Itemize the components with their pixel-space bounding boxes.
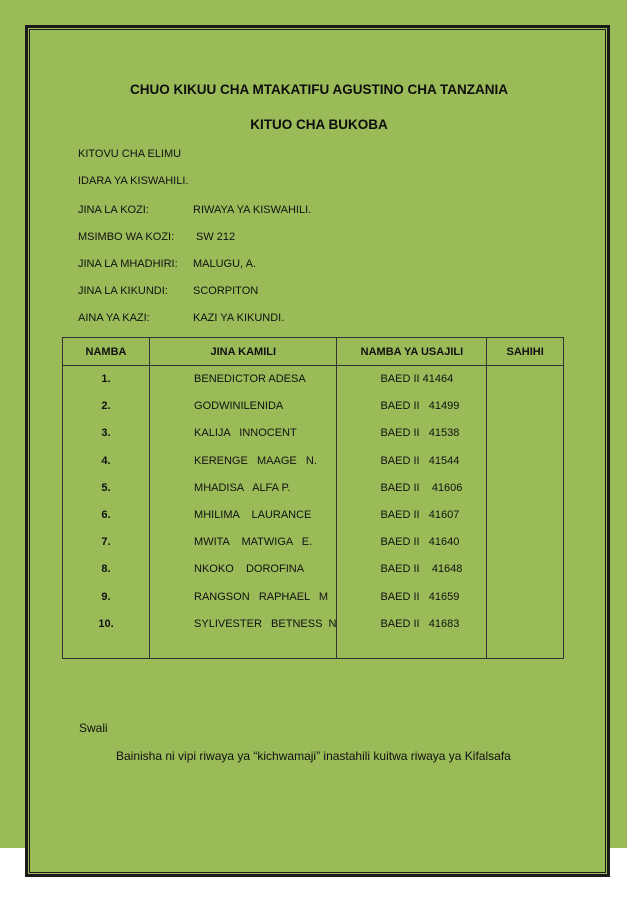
info-value: SCORPITON <box>193 285 259 297</box>
info-label: AINA YA KAZI: <box>78 312 150 324</box>
row-number: 4. <box>101 454 111 467</box>
info-label: MSIMBO WA KOZI: <box>78 231 175 243</box>
info-value: KAZI YA KIKUNDI. <box>193 312 285 324</box>
header-namba: NAMBA <box>63 338 150 366</box>
info-value: RIWAYA YA KISWAHILI. <box>193 204 312 216</box>
info-row-work-type <box>78 312 284 324</box>
members-table <box>62 337 564 659</box>
row-number: 2. <box>101 400 111 413</box>
campus-title: KITUO CHA BUKOBA <box>250 117 388 132</box>
signature-cell <box>487 366 564 659</box>
member-name: MWITA MATWIGA E. <box>194 536 313 549</box>
registration-number: BAED II 41499 <box>380 400 460 413</box>
member-name: MHADISA ALFA P. <box>194 481 291 494</box>
row-number: 8. <box>101 563 111 576</box>
info-row-code <box>78 231 235 243</box>
row-number: 7. <box>101 536 111 549</box>
reg-cell <box>337 366 487 659</box>
header-jina-kamili: JINA KAMILI <box>150 338 337 366</box>
member-name: GODWINILENIDA <box>194 400 284 413</box>
member-name: KERENGE MAAGE N. <box>194 454 317 467</box>
registration-number: BAED II 41544 <box>380 454 460 467</box>
university-title: CHUO KIKUU CHA MTAKATIFU AGUSTINO CHA TANZANIA <box>130 82 508 97</box>
member-name: RANGSON RAPHAEL M <box>194 590 329 603</box>
question-text: Bainisha ni vipi riwaya ya “kichwamaji” inastahili kuitwa riwaya ya Kifalsafa <box>116 749 511 763</box>
department-line: IDARA YA KISWAHILI. <box>78 175 189 187</box>
member-name: MHILIMA LAURANCE <box>194 508 312 521</box>
info-row-group <box>78 285 258 297</box>
table-row <box>63 366 564 659</box>
header-namba-ya-usajili: NAMBA YA USAJILI <box>337 338 487 366</box>
swali-label: Swali <box>79 721 108 735</box>
registration-number: BAED II 41538 <box>380 427 460 440</box>
member-name: KALIJA INNOCENT <box>194 427 297 440</box>
member-name: BENEDICTOR ADESA <box>194 373 306 385</box>
info-row-lecturer <box>78 258 256 270</box>
registration-number: BAED II 41683 <box>380 617 460 630</box>
info-label: JINA LA KOZI: <box>78 204 149 216</box>
info-label: JINA LA KIKUNDI: <box>78 285 168 297</box>
names-cell <box>150 366 337 659</box>
member-name: NKOKO DOROFINA <box>194 563 305 576</box>
row-number: 10. <box>98 617 114 630</box>
table-header-row <box>63 338 564 366</box>
info-value: SW 212 <box>196 231 236 243</box>
registration-number: BAED II 41659 <box>380 590 460 603</box>
info-value: MALUGU, A. <box>193 258 256 270</box>
row-number: 6. <box>101 508 111 521</box>
row-number: 9. <box>101 590 111 603</box>
numbers-cell <box>63 366 150 659</box>
info-row-course <box>78 204 311 216</box>
registration-number: BAED II 41607 <box>380 508 460 521</box>
header-sahihi: SAHIHI <box>487 338 564 366</box>
row-number: 5. <box>101 481 111 494</box>
faculty-line: KITOVU CHA ELIMU <box>78 148 182 160</box>
registration-number: BAED II 41648 <box>380 563 463 576</box>
registration-number: BAED II 41640 <box>380 536 460 549</box>
registration-number: BAED II 41606 <box>380 481 463 494</box>
info-label: JINA LA MHADHIRI: <box>78 258 178 270</box>
member-name: SYLIVESTER BETNESS N <box>194 617 337 630</box>
registration-number: BAED II 41464 <box>380 373 454 385</box>
row-number: 1. <box>101 373 111 385</box>
row-number: 3. <box>101 427 111 440</box>
